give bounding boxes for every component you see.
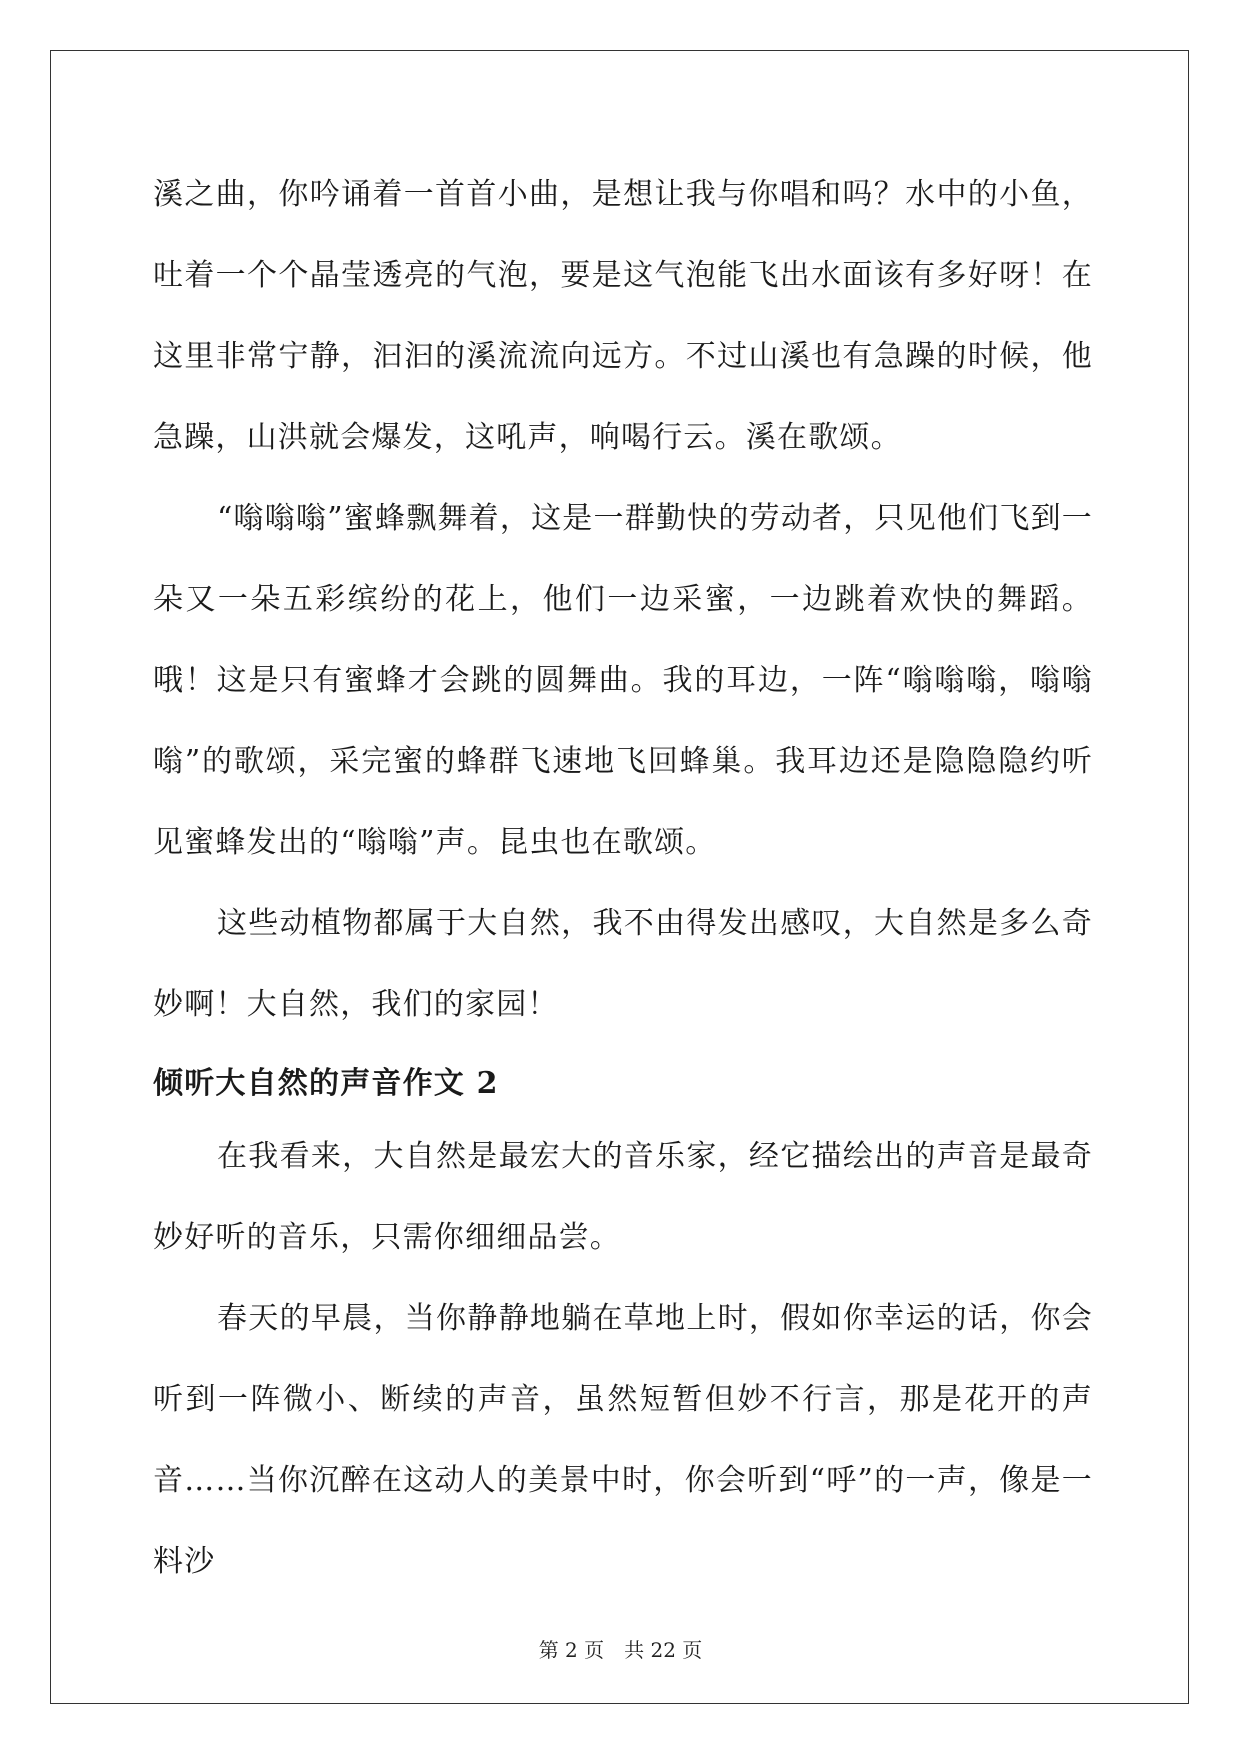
paragraph-2: “嗡嗡嗡”蜜蜂飘舞着，这是一群勤快的劳动者，只见他们飞到一朵又一朵五彩缤纷的花上，他们一边采蜜，一边跳着欢快的舞蹈。哦！这是只有蜜蜂才会跳的圆舞曲。我的耳边，一阵“嗡嗡嗡，嗡嗡嗡”的歌颂，采完蜜的蜂群飞速地飞回蜂巢。我耳边还是隐隐隐约听见蜜蜂发出的“嗡嗡”声。昆虫也在歌颂。 — [153, 501, 1093, 860]
paragraph-4: 在我看来，大自然是最宏大的音乐家，经它描绘出的声音是最奇妙好听的音乐，只需你细细品尝。 — [153, 1139, 1093, 1255]
document-body — [153, 154, 1093, 1602]
paragraph-5: 春天的早晨，当你静静地躺在草地上时，假如你幸运的话，你会听到一阵微小、断续的声音，虽然短暂但妙不行言，那是花开的声音……当你沉醉在这动人的美景中时，你会听到“呼”的一声，像是一料沙 — [153, 1301, 1093, 1579]
paragraph-1: 溪之曲，你吟诵着一首首小曲，是想让我与你唱和吗？水中的小鱼，吐着一个个晶莹透亮的气泡，要是这气泡能飞出水面该有多好呀！在这里非常宁静，汩汩的溪流流向远方。不过山溪也有急躁的时候，他急躁，山洪就会爆发，这吼声，响喝行云。溪在歌颂。 — [153, 177, 1093, 455]
paragraph-3: 这些动植物都属于大自然，我不由得发出感叹，大自然是多么奇妙啊！大自然，我们的家园！ — [153, 906, 1093, 1022]
section-title: 倾听大自然的声音作文 2 — [153, 1066, 499, 1101]
page-footer: 第 2 页 共 22 页 — [538, 1638, 703, 1662]
